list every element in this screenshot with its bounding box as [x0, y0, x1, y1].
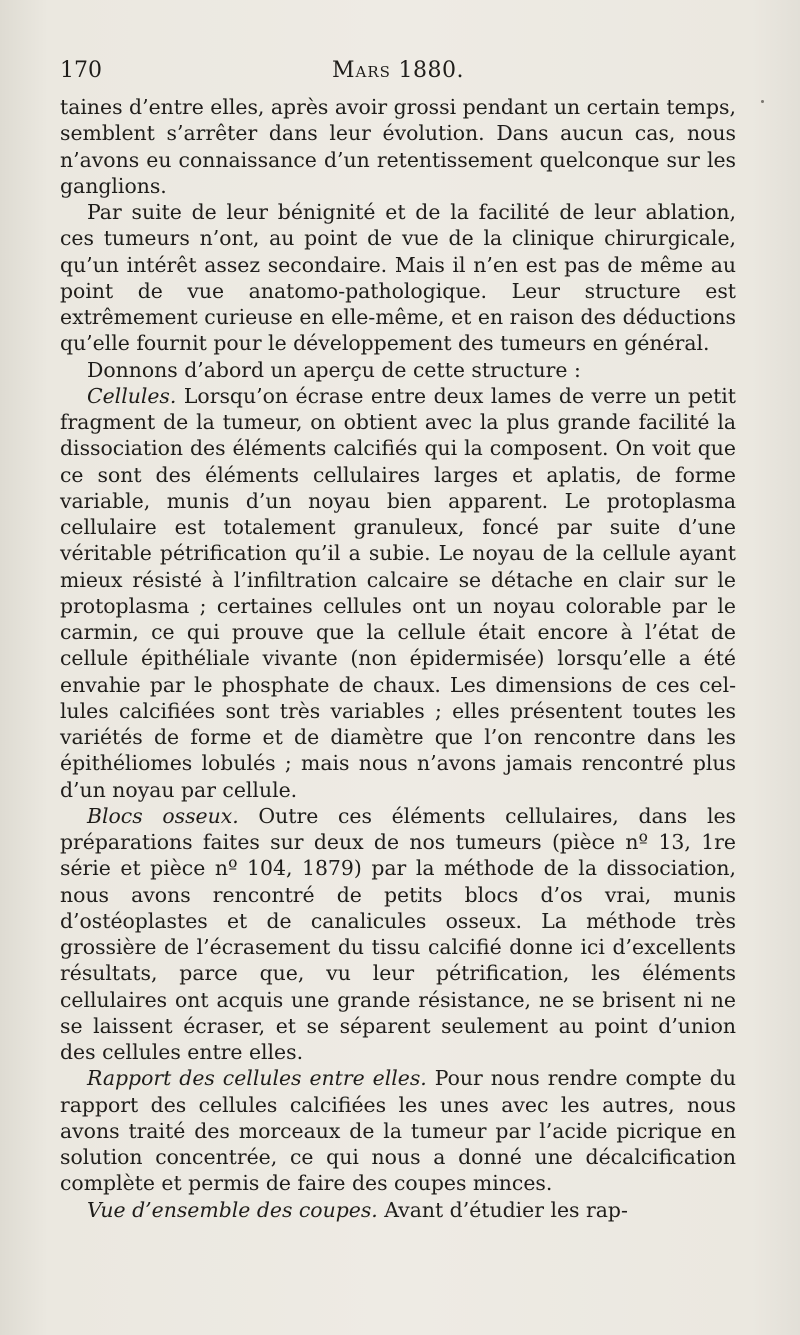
paragraph-cellules [60, 383, 736, 803]
paragraph-vue-ensemble [60, 1197, 736, 1223]
section-title-cellules: Cellules. [87, 383, 177, 408]
page-number: 170 [60, 58, 102, 83]
paragraph-rapport [60, 1065, 736, 1196]
running-title-month: Mars [332, 58, 391, 83]
running-title-year: 1880. [390, 58, 464, 83]
section-title-blocs-osseux: Blocs osseux. [87, 803, 239, 828]
paragraph-benignity: Par suite de leur bénignité et de la facilité de leur ablation, ces tumeurs n’ont, au point de vue de la clinique chirurgicale, qu’un intérêt assez secondaire. Mais il n’en est pas de même au point de vue anatomo-pathologique. Leur structure est extrêmement curieuse en elle-même, et en raison des déductions qu’elle fournit pour le développement des tumeurs en général. [60, 200, 736, 356]
paragraph-continuation: taines d’entre elles, après avoir grossi pendant un certain temps, semblent s’arrêter dans leur évolution. Dans aucun cas, nous n’avons eu connaissance d’un retentissement quelconque sur les ganglions. [60, 95, 736, 198]
body-text [60, 94, 736, 1223]
running-title [60, 58, 736, 83]
margin-speck [761, 100, 764, 103]
section-title-rapport: Rapport des cellules entre elles. [87, 1066, 427, 1091]
paragraph-blocs-osseux [60, 803, 736, 1066]
paragraph-cellules-text: Lorsqu’on écrase entre deux lames de verre un petit fragment de la tumeur, on obtient avec la plus grande facilité la dissociation des éléments calcifiés qui la composent. On voit que ce sont des éléments cellulaires larges et aplatis, de forme variable, munis d’un noyau bien apparent. Le protoplasma cellulaire est totalement granuleux, foncé par suite d’une véritable pétrification qu’il a subie. Le noyau de la cellule ayant mieux résisté à l’infiltration calcaire se détache en clair sur le protoplasma ; certaines cellules ont un noyau colorable par le carmin, ce qui prouve que la cellule était encore à l’état de cellule épithéliale vivante (non épidermisée) lorsqu’elle a été envahie par le phosphate de chaux. Les dimensions de ces cellules calcifiées sont très variables ; elles présentent toutes les variétés de forme et de diamètre que l’on rencontre dans les épithéliomes lobulés ; mais nous n’avons jamais rencontré plus d’un noyau par cellule. [60, 383, 736, 802]
paragraph-vue-ensemble-text: Avant d’étudier les rap- [377, 1197, 628, 1222]
paragraph-structure-intro: Donnons d’abord un aperçu de cette structure : [87, 357, 581, 382]
paragraph-blocs-osseux-text: Outre ces éléments cellulaires, dans les préparations faites sur deux de nos tumeurs (pièce nº 13, 1re série et pièce nº 104, 1879) par la méthode de la dissociation, nous avons rencontré de petits blocs d’os vrai, munis d’ostéoplastes et de canalicules osseux. La méthode très grossière de l’écrasement du tissu calcifié donne ici d’excellents résultats, parce que, vu leur pétrification, les éléments cellulaires ont acquis une grande résistance, ne se brisent ni ne se laissent écraser, et se séparent seulement au point d’union des cellules entre elles. [60, 803, 736, 1064]
section-title-vue-ensemble: Vue d’ensemble des coupes. [87, 1197, 378, 1222]
paragraph-rapport-text: Pour nous rendre compte du rapport des cellules calcifiées les unes avec les autres, nous avons traité des morceaux de la tumeur par l’acide picrique en solution concentrée, ce qui nous a donné une décalcification complète et permis de faire des coupes minces. [60, 1066, 736, 1196]
running-header [60, 58, 736, 92]
